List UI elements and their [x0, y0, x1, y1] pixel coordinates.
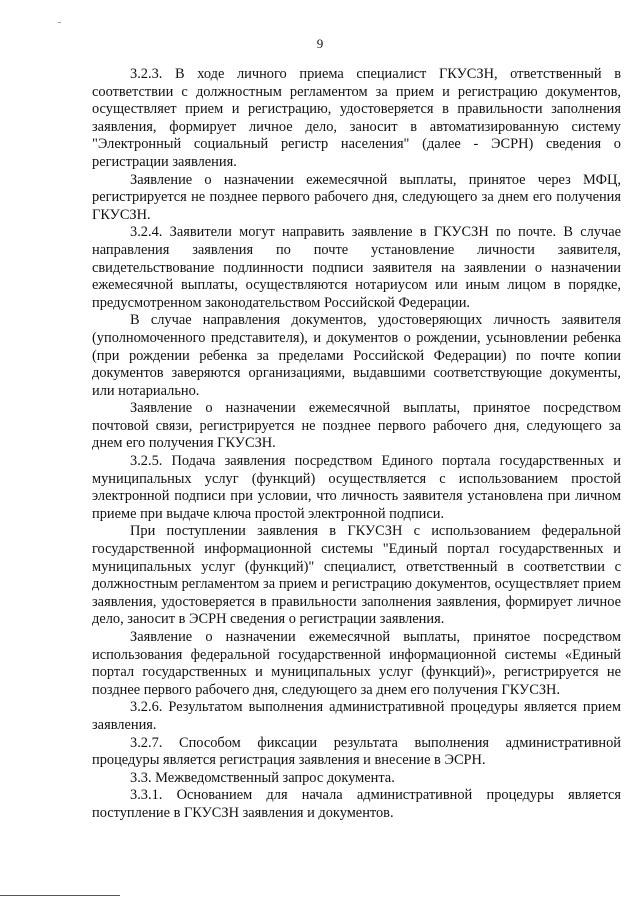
paragraph-portal-registration: Заявление о назначении ежемесячной выплаты, принятое посредством использования федеральной государственной информационной системы «Единый портал государственных и муниципальных услуг (функций)», регистрируется не позднее первого рабочего дня, следующего за днем его получения ГКУСЗН. [92, 629, 621, 698]
page-number: 9 [316, 36, 324, 51]
paragraph-portal-receipt: При поступлении заявления в ГКУСЗН с использованием федеральной государственной информационной системы "Единый портал государственных и муниципальных услуг (функций)" специалист, ответственный в соответствии с должностным регламентом за прием и регистрацию документов, осуществляет прием заявления, удостоверяется в правильности заполнения заявления, формирует личное дело, заносит в ЭСРН сведения о регистрации заявления. [92, 523, 621, 628]
footer-rule [0, 895, 120, 896]
paragraph-postal-documents: В случае направления документов, удостоверяющих личность заявителя (уполномоченного представителя), и документов о рождении, усыновлении ребенка (при рождении ребенка за пределами Российской Федерации) по почте копии документов заверяются организациями, выдавшими соответствующие документы, или нотариально. [92, 312, 621, 399]
paragraph-3-3: 3.3. Межведомственный запрос документа. [130, 769, 395, 786]
paragraph-3-2-6: 3.2.6. Результатом выполнения административной процедуры является прием заявления. [92, 699, 621, 733]
paragraph-3-3-1: 3.3.1. Основанием для начала административной процедуры является поступление в ГКУСЗН заявления и документов. [92, 787, 621, 821]
paragraph-3-2-7: 3.2.7. Способом фиксации результата выполнения административной процедуры является регистрация заявления и внесение в ЭСРН. [92, 734, 621, 769]
paragraph-mfc-registration: Заявление о назначении ежемесячной выплаты, принятое через МФЦ, регистрируется не позднее первого рабочего дня, следующего за днем его получения ГКУСЗН. [92, 171, 621, 223]
document-body [92, 66, 621, 823]
scan-mark [58, 22, 61, 23]
paragraph-3-2-5: 3.2.5. Подача заявления посредством Единого портала государственных и муниципальных услуг (функций) осуществляется с использованием простой электронной подписи при условии, что личность заявителя установлена при личном приеме при выдаче ключа простой электронной подписи. [92, 453, 621, 522]
paragraph-3-2-4: 3.2.4. Заявители могут направить заявление в ГКУСЗН по почте. В случае направления заявления по почте установление личности заявителя, свидетельствование подлинности подписи заявителя на заявлении о назначении ежемесячной выплаты, осуществляются нотариусом или иным лицом в порядке, предусмотренном законодательством Российской Федерации. [92, 224, 621, 311]
paragraph-postal-registration: Заявление о назначении ежемесячной выплаты, принятое посредством почтовой связи, регистрируется не позднее первого рабочего дня, следующего за днем его получения ГКУСЗН. [92, 400, 621, 452]
paragraph-3-2-3: 3.2.3. В ходе личного приема специалист ГКУСЗН, ответственный в соответствии с должностным регламентом за прием и регистрацию документов, осуществляет прием и регистрацию, удостоверяется в правильности заполнения заявления, формирует личное дело, заносит в автоматизированную систему "Электронный социальный регистр населения" (далее - ЭСРН) сведения о регистрации заявления. [92, 66, 621, 170]
